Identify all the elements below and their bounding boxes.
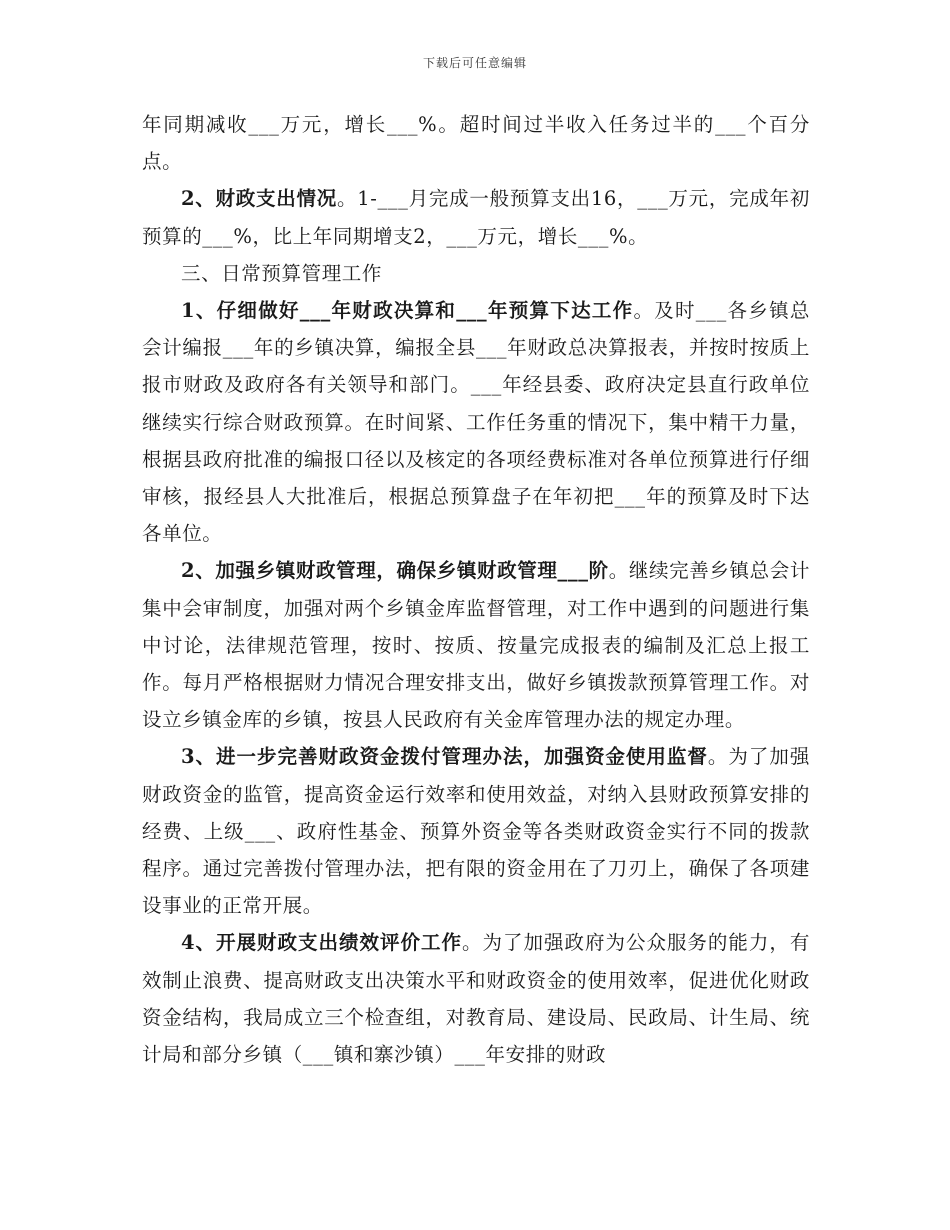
paragraph-text: 。为了加强政府为公众服务的能力，有效制止浪费、提高财政支出决策水平和财政资金的使用效率，促进优化财政资金结构，我局成立三个检查组，对教育局、建设局、民政局、计生局、统计局和部分乡镇（___镇和寨沙镇）___年安排的财政: [142, 931, 811, 1067]
paragraph-text: 。继续完善乡镇总会计集中会审制度，加强对两个乡镇金库监督管理，对工作中遇到的问题进行集中讨论，法律规范管理，按时、按质、按量完成报表的编制及汇总上报工作。每月严格根据财力情况合理安排支出，做好乡镇拨款预算管理工作。对设立乡镇金库的乡镇，按县人民政府有关金库管理办法的规定办理。: [142, 559, 810, 732]
paragraph-heading: 2、加强乡镇财政管理，确保乡镇财政管理___阶: [181, 559, 609, 583]
paragraph-heading: 1、仔细做好___年财政决算和___年预算下达工作: [181, 299, 634, 323]
document-body: [142, 106, 810, 1073]
paragraph-heading: 2、财政支出情况: [181, 187, 338, 211]
paragraph-1: [142, 180, 810, 254]
paragraph-3: [142, 292, 810, 552]
paragraph-text: 年同期减收___万元，增长___%。超时间过半收入任务过半的___个百分点。: [142, 113, 810, 174]
paragraph-heading: 3、进一步完善财政资金拨付管理办法，加强资金使用监督: [181, 745, 708, 769]
paragraph-text: 。为了加强财政资金的监管，提高资金运行效率和使用效益，对纳入县财政预算安排的经费、上级___、政府性基金、预算外资金等各类财政资金实行不同的拨款程序。通过完善拨付管理办法，把有限的资金用在了刀刃上，确保了各项建设事业的正常开展。: [142, 745, 810, 918]
paragraph-text: 。及时___各乡镇总会计编报___年的乡镇决算，编报全县___年财政总决算报表，并按时按质上报市财政及政府各有关领导和部门。___年经县委、政府决定县直行政单位继续实行综合财政预算。在时间紧、工作任务重的情况下，集中精干力量，根据县政府批准的编报口径以及核定的各项经费标准对各单位预算进行仔细审核，报经县人大批准后，根据总预算盘子在年初把___年的预算及时下达各单位。: [142, 299, 810, 546]
paragraph-text: 三、日常预算管理工作: [181, 261, 383, 285]
paragraph-text: 。1-___月完成一般预算支出16，___万元，完成年初预算的___%，比上年同期增支2，___万元，增长___%。: [142, 187, 810, 248]
paragraph-5: [142, 738, 810, 924]
paragraph-6: [142, 924, 810, 1073]
page-header: 下载后可任意编辑: [422, 56, 527, 70]
paragraph-4: [142, 552, 810, 738]
section-heading: [142, 255, 810, 292]
paragraph-heading: 4、开展财政支出绩效评价工作: [181, 931, 462, 955]
paragraph-0: [142, 106, 810, 180]
